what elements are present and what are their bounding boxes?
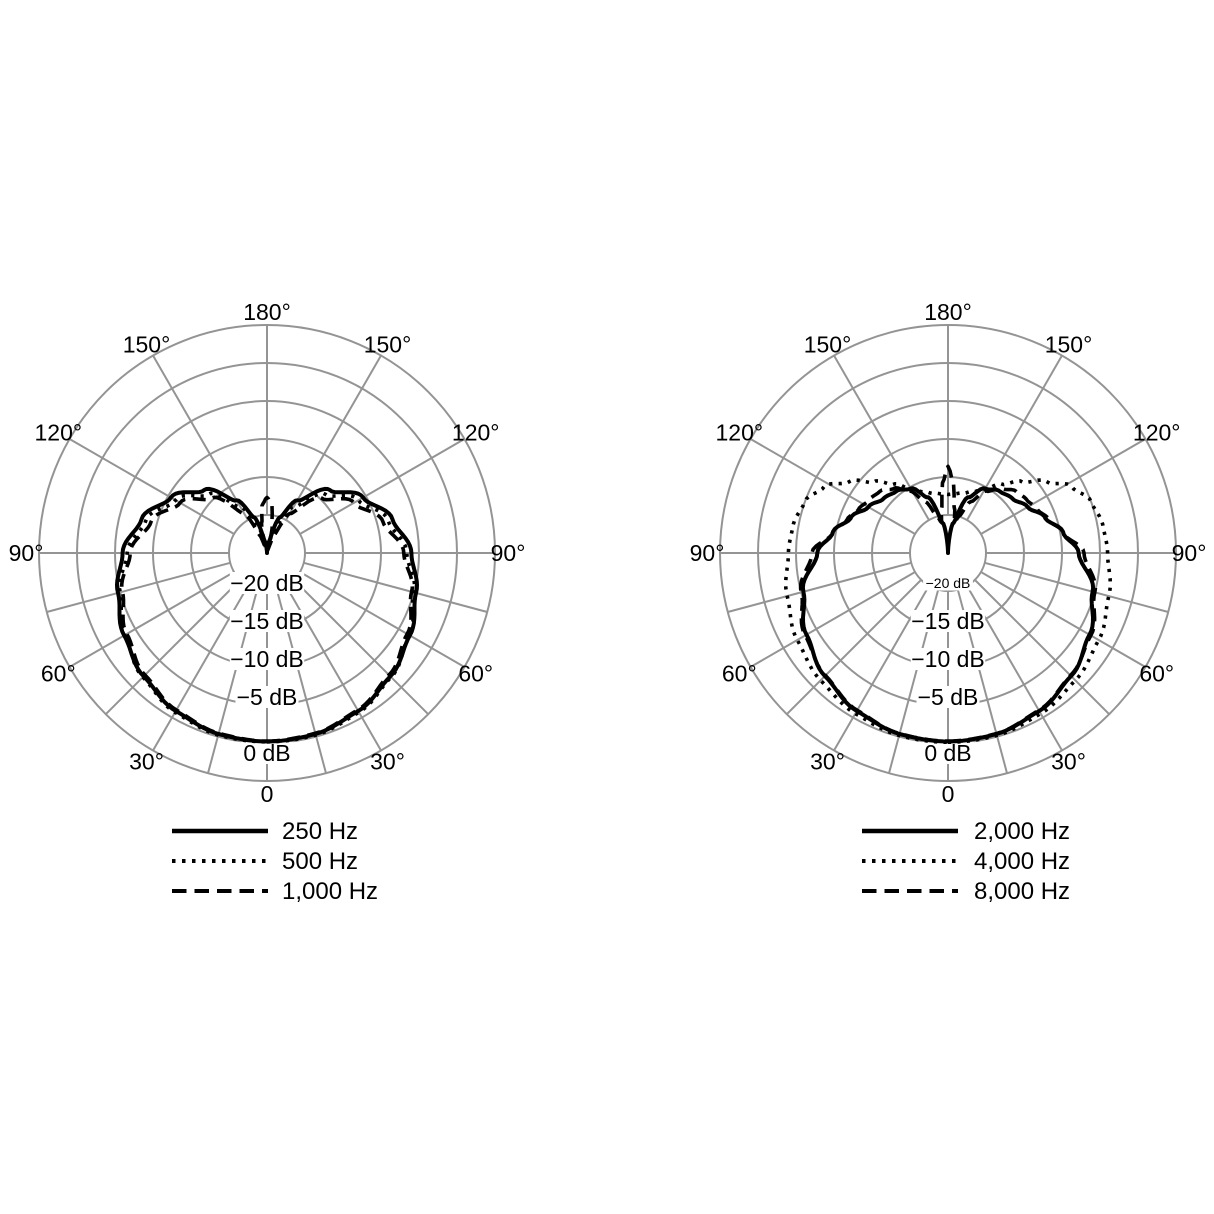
db-ring-label: −20 dB <box>230 570 304 596</box>
angle-label: 90° <box>689 540 725 566</box>
db-ring-label: −10 dB <box>230 646 304 672</box>
angle-label: 150° <box>122 331 171 358</box>
angle-label: 120° <box>715 419 764 446</box>
spoke <box>975 580 1109 714</box>
angle-label: 60° <box>458 660 494 687</box>
legend-item <box>172 818 358 845</box>
angle-label: 90° <box>1171 540 1207 566</box>
db-ring-label: −15 dB <box>230 608 304 634</box>
angle-label: 0 <box>941 781 955 807</box>
legend-item <box>172 878 378 905</box>
angle-label: 120° <box>34 419 83 446</box>
legend-item <box>862 878 1070 905</box>
db-ring-label: −20 dB <box>925 575 971 591</box>
spoke <box>787 580 921 714</box>
legend <box>862 818 1070 905</box>
angle-label: 90° <box>490 540 526 566</box>
db-ring-label: −10 dB <box>911 646 985 672</box>
angle-label: 150° <box>803 331 852 358</box>
angle-label: 180° <box>924 299 972 325</box>
db-ring-label: −5 dB <box>917 684 979 710</box>
angle-label: 60° <box>1139 660 1175 687</box>
spoke <box>106 580 240 714</box>
legend-label: 4,000 Hz <box>974 848 1071 875</box>
legend-item <box>172 848 358 875</box>
angle-label: 150° <box>363 331 412 358</box>
db-ring-label: 0 dB <box>924 740 972 766</box>
legend-label: 8,000 Hz <box>974 878 1071 905</box>
legend-label: 2,000 Hz <box>974 818 1071 845</box>
angle-label: 120° <box>451 419 500 446</box>
angle-label: 30° <box>1051 748 1086 775</box>
angle-label: 0 <box>260 781 274 807</box>
legend-item <box>862 818 1070 845</box>
angle-label: 30° <box>370 748 405 775</box>
legend-item <box>862 848 1070 875</box>
angle-label: 60° <box>721 660 757 687</box>
angle-label: 150° <box>1044 331 1093 358</box>
legend <box>172 818 378 905</box>
legend-label: 1,000 Hz <box>282 878 379 905</box>
spoke <box>294 580 428 714</box>
angle-label: 90° <box>8 540 44 566</box>
angle-label: 60° <box>40 660 76 687</box>
left-polar-pattern <box>9 299 526 905</box>
spoke <box>304 563 488 612</box>
db-ring-label: −5 dB <box>236 684 298 710</box>
angle-label: 120° <box>1132 419 1181 446</box>
legend-label: 250 Hz <box>282 818 359 845</box>
spoke <box>728 563 912 612</box>
db-ring-label: 0 dB <box>243 740 291 766</box>
angle-label: 180° <box>243 299 291 325</box>
spoke <box>47 563 231 612</box>
angle-label: 30° <box>810 748 845 775</box>
db-ring-label: −15 dB <box>911 608 985 634</box>
spoke <box>985 563 1169 612</box>
angle-label: 30° <box>129 748 164 775</box>
legend-label: 500 Hz <box>282 848 359 875</box>
right-polar-pattern <box>690 299 1207 905</box>
